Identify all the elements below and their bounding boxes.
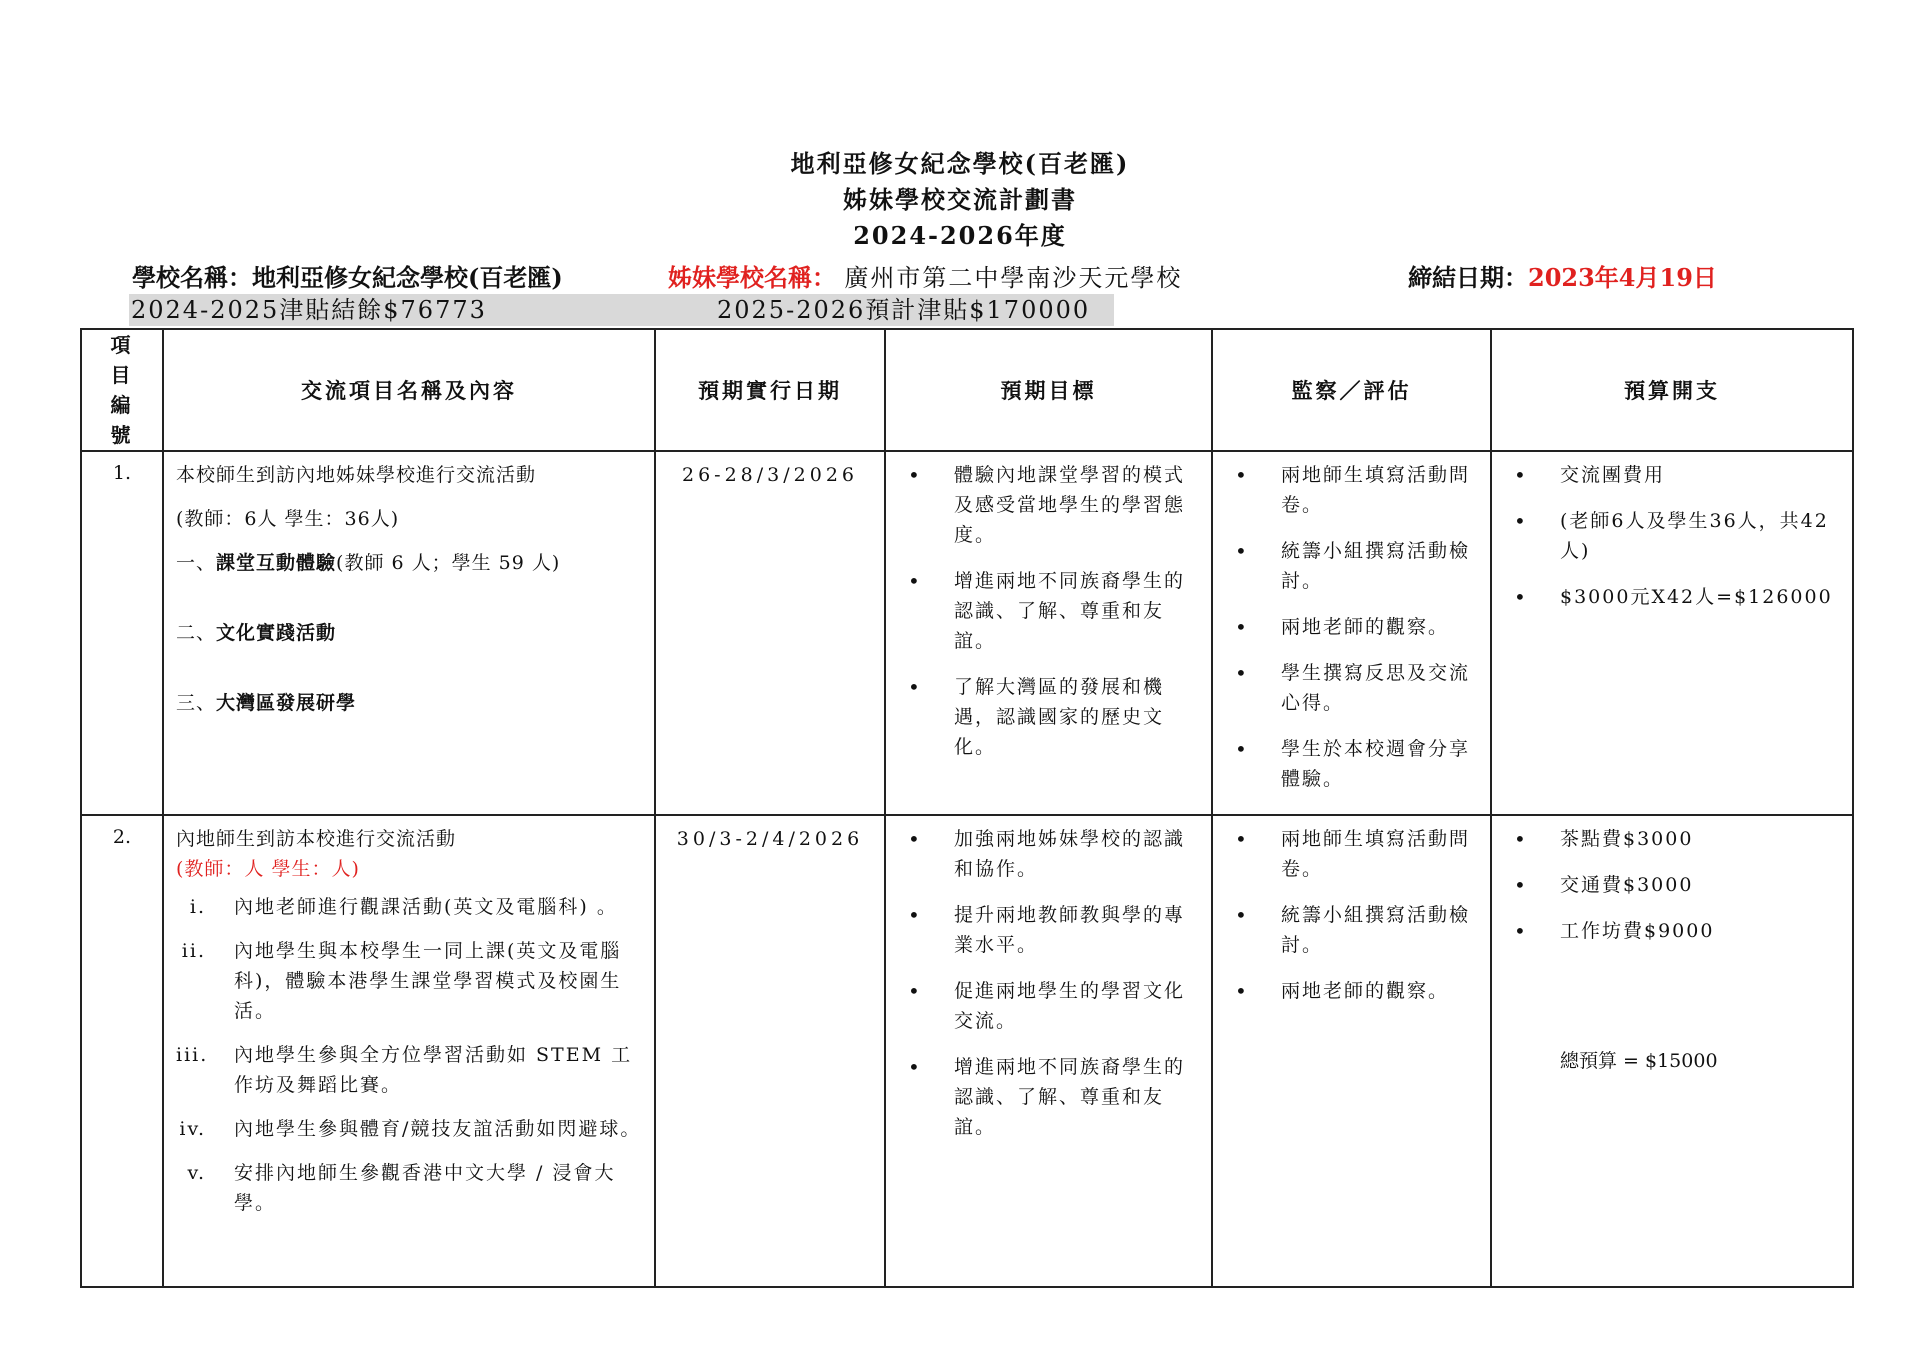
year-title: 2024-2026年度 (853, 221, 1067, 250)
activity-title: 課堂互動體驗 (216, 552, 337, 574)
header-goal: 預期目標 (885, 329, 1212, 451)
plan-title: 姊妹學校交流計劃書 (843, 185, 1077, 214)
item-content (163, 451, 655, 815)
list-item: • 兩地師生填寫活動問卷。 (1223, 460, 1480, 520)
activity-line (176, 688, 642, 718)
list-item: • 體驗內地課堂學習的模式及感受當地學生的學習態度。 (896, 460, 1201, 550)
activity-prefix: 三、 (176, 692, 217, 714)
list-item (176, 892, 642, 922)
subsidy-estimate: 2025-2026預計津貼$170000 (717, 296, 1091, 324)
list-item: • 統籌小組撰寫活動檢討。 (1223, 536, 1480, 596)
participant-count: (教師：人 學生：人) (176, 858, 360, 880)
list-item: • $3000元X42人=$126000 (1502, 582, 1842, 612)
roman-numeral: ii. (181, 940, 206, 962)
content-line: 內地師生到訪本校進行交流活動 (176, 828, 457, 850)
item-date: 30/3-2/4/2026 (655, 815, 885, 1287)
list-item: • 交通費$3000 (1502, 870, 1842, 900)
list-item: • 兩地師生填寫活動問卷。 (1223, 824, 1480, 884)
school-title: 地利亞修女紀念學校(百老匯) (790, 149, 1130, 178)
list-item: • 工作坊費$9000 (1502, 916, 1842, 946)
item-evaluation (1212, 815, 1491, 1287)
header-content: 交流項目名稱及內容 (163, 329, 655, 451)
list-item: • 統籌小組撰寫活動檢討。 (1223, 900, 1480, 960)
roman-numeral: iv. (179, 1118, 206, 1140)
content-line: 本校師生到訪內地姊妹學校進行交流活動 (176, 464, 537, 486)
item-number: 1. (81, 451, 163, 815)
list-item: • 促進兩地學生的學習文化交流。 (896, 976, 1201, 1036)
activity-prefix: 二、 (176, 622, 217, 644)
conclusion-date-info (1408, 258, 1717, 293)
roman-numeral: v. (187, 1162, 206, 1184)
item-number: 2. (81, 815, 163, 1287)
item-budget (1491, 451, 1853, 815)
list-item (176, 1114, 642, 1144)
activity-detail: (教師 6 人；學生 59 人) (336, 552, 561, 574)
list-item: • 增進兩地不同族裔學生的認識、了解、尊重和友誼。 (896, 1052, 1201, 1142)
list-item-text: 內地學生參與全方位學習活動如 STEM 工作坊及舞蹈比賽。 (234, 1044, 633, 1096)
item-date: 26-28/3/2026 (655, 451, 885, 815)
sister-school-label: 姊妹學校名稱： (668, 263, 836, 292)
header-num: 項目編號 (81, 329, 163, 451)
activity-line (176, 618, 642, 648)
document-title-block (0, 146, 1920, 254)
school-name-info (132, 258, 563, 293)
content-line: (教師：6人 學生：36人) (176, 508, 400, 530)
subsidy-bar (129, 294, 1114, 326)
activity-prefix: 一、 (176, 552, 217, 574)
school-name-label: 學校名稱： (132, 263, 252, 292)
roman-numeral: iii. (176, 1044, 209, 1066)
header-eval: 監察／評估 (1212, 329, 1491, 451)
list-item: • 增進兩地不同族裔學生的認識、了解、尊重和友誼。 (896, 566, 1201, 656)
list-item: • 兩地老師的觀察。 (1223, 976, 1480, 1006)
header-date: 預期實行日期 (655, 329, 885, 451)
list-item: • 了解大灣區的發展和機遇，認識國家的歷史文化。 (896, 672, 1201, 762)
table-row (81, 815, 1853, 1287)
list-item (176, 936, 642, 1026)
list-item-text: 內地學生參與體育/競技友誼活動如閃避球。 (234, 1118, 642, 1140)
table-header-row (81, 329, 1853, 451)
conclusion-date-value: 2023年4月19日 (1528, 263, 1717, 292)
list-item-text: 內地學生與本校學生一同上課(英文及電腦科)，體驗本港學生課堂學習模式及校園生活。 (234, 940, 622, 1022)
header-budget: 預算開支 (1491, 329, 1853, 451)
list-item-text: 內地老師進行觀課活動(英文及電腦科) 。 (234, 896, 618, 918)
activity-title: 大灣區發展研學 (216, 692, 357, 714)
activity-title: 文化實踐活動 (216, 622, 337, 644)
sister-school-info (668, 258, 1182, 293)
list-item: • 加強兩地姊妹學校的認識和協作。 (896, 824, 1201, 884)
list-item: • 提升兩地教師教與學的專業水平。 (896, 900, 1201, 960)
list-item: • 茶點費$3000 (1502, 824, 1842, 854)
list-item: • 交流團費用 (1502, 460, 1842, 490)
sister-school-value: 廣州市第二中學南沙天元學校 (844, 264, 1183, 292)
item-goals (885, 451, 1212, 815)
list-item: • 學生撰寫反思及交流心得。 (1223, 658, 1480, 718)
roman-numeral: i. (189, 896, 206, 918)
item-content (163, 815, 655, 1287)
list-item: • 學生於本校週會分享體驗。 (1223, 734, 1480, 794)
item-goals (885, 815, 1212, 1287)
activity-line (176, 548, 642, 578)
subsidy-balance: 2024-2025津貼結餘$76773 (131, 296, 487, 324)
item-budget (1491, 815, 1853, 1287)
list-item: • (老師6人及學生36人，共42人) (1502, 506, 1842, 566)
item-evaluation (1212, 451, 1491, 815)
conclusion-date-label: 締結日期： (1408, 263, 1528, 292)
exchange-plan-table (80, 328, 1854, 1288)
table-row (81, 451, 1853, 815)
list-item: • 兩地老師的觀察。 (1223, 612, 1480, 642)
school-name-value: 地利亞修女紀念學校(百老匯) (252, 263, 563, 292)
budget-total: 總預算 = $15000 (1560, 1050, 1718, 1072)
list-item (176, 1158, 642, 1218)
list-item-text: 安排內地師生參觀香港中文大學 / 浸會大學。 (234, 1162, 616, 1214)
list-item (176, 1040, 642, 1100)
